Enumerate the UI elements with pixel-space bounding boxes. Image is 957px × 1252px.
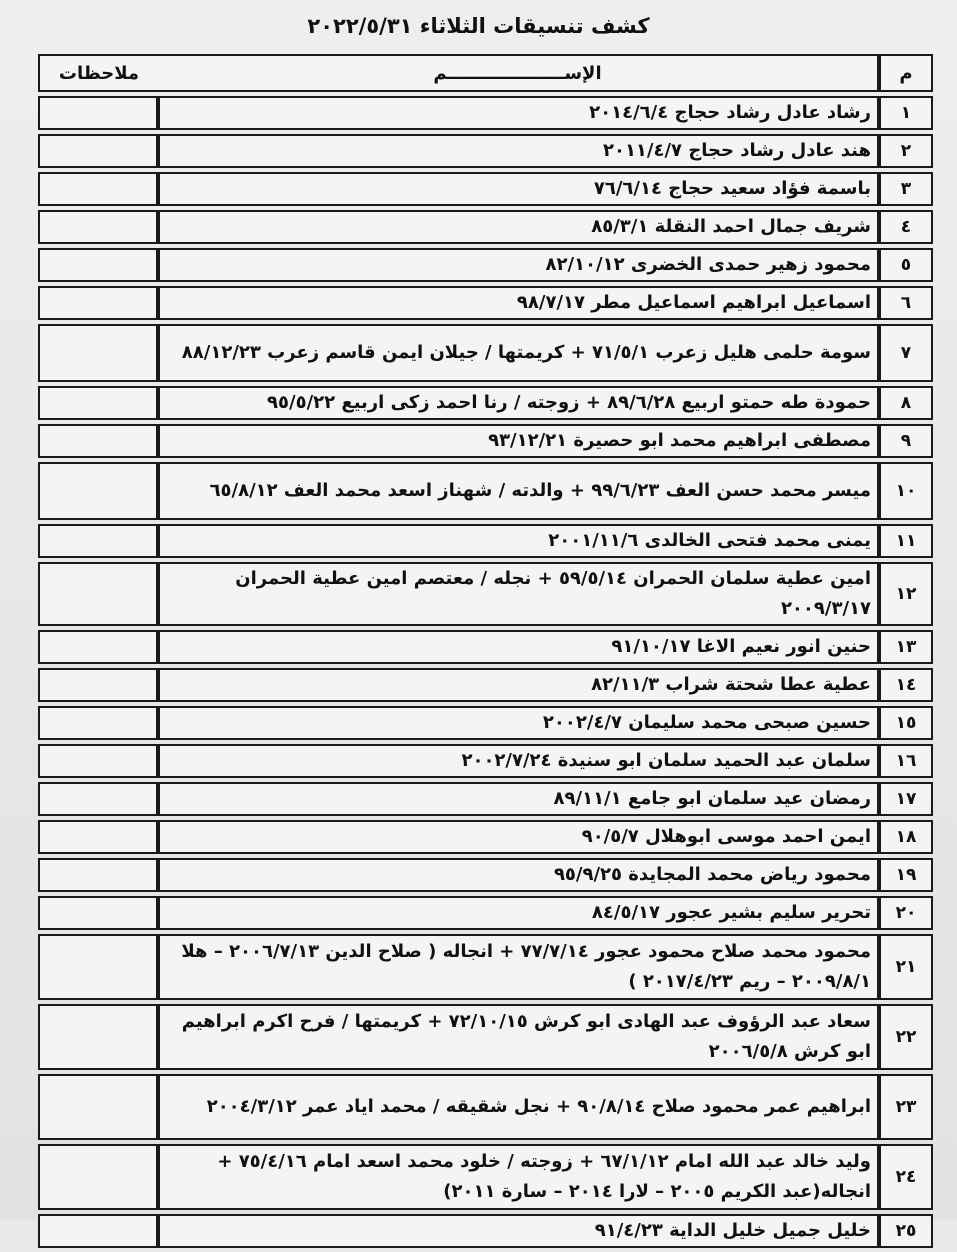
- row-number: ١٠: [879, 462, 933, 520]
- row-name: محمود محمد صلاح محمود عجور ٧٧/٧/١٤ + انجاله ( صلاح الدين ٢٠٠٦/٧/١٣ – هلا ٢٠٠٩/٨/١ – ريم ٢٠١٧/٤/٢٣ ): [158, 934, 879, 1000]
- table-row: [38, 524, 933, 558]
- row-number: ١٦: [879, 744, 933, 778]
- row-number: ١١: [879, 524, 933, 558]
- row-notes: [38, 668, 158, 702]
- row-number: ٢٢: [879, 1004, 933, 1070]
- table-row: [38, 744, 933, 778]
- row-number: ١٧: [879, 782, 933, 816]
- row-notes: [38, 744, 158, 778]
- table-header-row: [38, 54, 933, 92]
- row-notes: [38, 706, 158, 740]
- row-number: ٣: [879, 172, 933, 206]
- header-num: م: [879, 54, 933, 92]
- table-row: [38, 668, 933, 702]
- table-row: [38, 248, 933, 282]
- row-notes: [38, 96, 158, 130]
- table-row: [38, 96, 933, 130]
- table-row: [38, 896, 933, 930]
- row-number: ٧: [879, 324, 933, 382]
- table-row: [38, 630, 933, 664]
- table-row: [38, 134, 933, 168]
- row-name: يمنى محمد فتحى الخالدى ٢٠٠١/١١/٦: [158, 524, 879, 558]
- table-row: [38, 210, 933, 244]
- table-row: [38, 706, 933, 740]
- table-row: [38, 1214, 933, 1248]
- row-notes: [38, 1144, 158, 1210]
- row-number: ١٨: [879, 820, 933, 854]
- row-name: باسمة فؤاد سعيد حجاج ٧٦/٦/١٤: [158, 172, 879, 206]
- table-row: [38, 462, 933, 520]
- row-number: ٢٥: [879, 1214, 933, 1248]
- table-row: [38, 1004, 933, 1070]
- row-number: ١٩: [879, 858, 933, 892]
- row-notes: [38, 630, 158, 664]
- row-name: عطية عطا شحتة شراب ٨٢/١١/٣: [158, 668, 879, 702]
- row-notes: [38, 324, 158, 382]
- row-number: ٩: [879, 424, 933, 458]
- row-notes: [38, 172, 158, 206]
- table-row: [38, 820, 933, 854]
- row-number: ١٢: [879, 562, 933, 626]
- row-name: رمضان عيد سلمان ابو جامع ٨٩/١١/١: [158, 782, 879, 816]
- row-notes: [38, 210, 158, 244]
- table-row: [38, 386, 933, 420]
- row-name: اسماعيل ابراهيم اسماعيل مطر ٩٨/٧/١٧: [158, 286, 879, 320]
- table-row: [38, 934, 933, 1000]
- names-table: [38, 50, 933, 1252]
- table-row: [38, 1144, 933, 1210]
- document-title: كشف تنسيقات الثلاثاء ٢٠٢٢/٥/٣١: [307, 14, 650, 38]
- row-notes: [38, 820, 158, 854]
- table-row: [38, 324, 933, 382]
- row-name: مصطفى ابراهيم محمد ابو حصيرة ٩٣/١٢/٢١: [158, 424, 879, 458]
- row-name: تحرير سليم بشير عجور ٨٤/٥/١٧: [158, 896, 879, 930]
- row-notes: [38, 562, 158, 626]
- row-name: محمود رياض محمد المجايدة ٩٥/٩/٢٥: [158, 858, 879, 892]
- row-notes: [38, 424, 158, 458]
- row-number: ٢١: [879, 934, 933, 1000]
- row-notes: [38, 1004, 158, 1070]
- row-name: حمودة طه حمتو اربيع ٨٩/٦/٢٨ + زوجته / رنا احمد زكى اربيع ٩٥/٥/٢٢: [158, 386, 879, 420]
- table-row: [38, 858, 933, 892]
- row-number: ٢٠: [879, 896, 933, 930]
- row-number: ٢٤: [879, 1144, 933, 1210]
- row-name: شريف جمال احمد النقلة ٨٥/٣/١: [158, 210, 879, 244]
- row-number: ٤: [879, 210, 933, 244]
- header-name: الإســـــــــــــــــــم: [158, 54, 879, 92]
- row-name: ميسر محمد حسن العف ٩٩/٦/٢٣ + والدته / شهناز اسعد محمد العف ٦٥/٨/١٢: [158, 462, 879, 520]
- row-number: ٥: [879, 248, 933, 282]
- row-number: ٦: [879, 286, 933, 320]
- row-notes: [38, 782, 158, 816]
- table-row: [38, 562, 933, 626]
- row-name: وليد خالد عبد الله امام ٦٧/١/١٢ + زوجته / خلود محمد اسعد امام ٧٥/٤/١٦ + انجاله(عبد الكريم ٢٠٠٥ – لارا ٢٠١٤ – سارة ٢٠١١): [158, 1144, 879, 1210]
- row-name: ايمن احمد موسى ابوهلال ٩٠/٥/٧: [158, 820, 879, 854]
- row-name: سومة حلمى هليل زعرب ٧١/٥/١ + كريمتها / جيلان ايمن قاسم زعرب ٨٨/١٢/٢٣: [158, 324, 879, 382]
- row-number: ١: [879, 96, 933, 130]
- row-notes: [38, 386, 158, 420]
- row-notes: [38, 248, 158, 282]
- row-notes: [38, 858, 158, 892]
- row-name: سعاد عبد الرؤوف عبد الهادى ابو كرش ٧٢/١٠/١٥ + كريمتها / فرح اكرم ابراهيم ابو كرش ٢٠٠٦/٥/٨: [158, 1004, 879, 1070]
- table-row: [38, 1074, 933, 1140]
- row-number: ٢٣: [879, 1074, 933, 1140]
- row-name: حسين صبحى محمد سليمان ٢٠٠٢/٤/٧: [158, 706, 879, 740]
- row-name: ابراهيم عمر محمود صلاح ٩٠/٨/١٤ + نجل شقيقه / محمد اياد عمر ٢٠٠٤/٣/١٢: [158, 1074, 879, 1140]
- row-number: ١٥: [879, 706, 933, 740]
- row-notes: [38, 462, 158, 520]
- row-name: امين عطية سلمان الحمران ٥٩/٥/١٤ + نجله / معتصم امين عطية الحمران ٢٠٠٩/٣/١٧: [158, 562, 879, 626]
- table-row: [38, 286, 933, 320]
- table-row: [38, 424, 933, 458]
- row-notes: [38, 934, 158, 1000]
- row-name: هند عادل رشاد حجاج ٢٠١١/٤/٧: [158, 134, 879, 168]
- table-row: [38, 172, 933, 206]
- row-notes: [38, 896, 158, 930]
- row-notes: [38, 524, 158, 558]
- table-row: [38, 782, 933, 816]
- row-number: ١٣: [879, 630, 933, 664]
- row-number: ١٤: [879, 668, 933, 702]
- header-notes: ملاحظات: [38, 54, 158, 92]
- row-name: رشاد عادل رشاد حجاج ٢٠١٤/٦/٤: [158, 96, 879, 130]
- row-name: خليل جميل خليل الداية ٩١/٤/٢٣: [158, 1214, 879, 1248]
- row-notes: [38, 134, 158, 168]
- row-name: سلمان عبد الحميد سلمان ابو سنيدة ٢٠٠٢/٧/٢٤: [158, 744, 879, 778]
- row-name: حنين انور نعيم الاغا ٩١/١٠/١٧: [158, 630, 879, 664]
- row-notes: [38, 286, 158, 320]
- row-notes: [38, 1074, 158, 1140]
- row-name: محمود زهير حمدى الخضرى ٨٢/١٠/١٢: [158, 248, 879, 282]
- row-number: ٢: [879, 134, 933, 168]
- row-number: ٨: [879, 386, 933, 420]
- row-notes: [38, 1214, 158, 1248]
